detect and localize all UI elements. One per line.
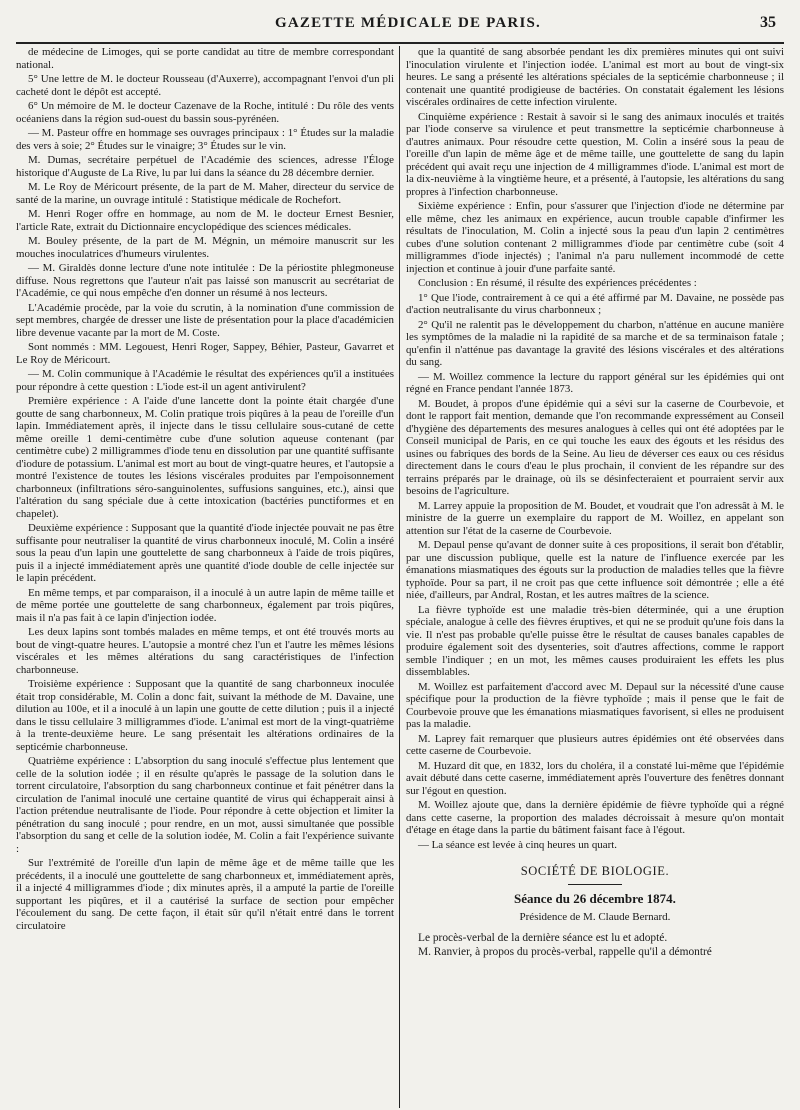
paragraph: Sur l'extrémité de l'oreille d'un lapin de même âge et de même taille que les précédents, il a inoculé une gouttelette de sang charbonneux et, immédiatement après, il a injecté 4 milligrammes d'iode ; dix minutes après, il a amputé la partie de l'oreille supportant les piqûres, et il a cautérisé la surface de section pour empêcher l'écoulement du sang. De cette façon, il était sûr qu'il n'était entré dans le torrent circulatoire [16, 857, 394, 932]
paragraph: Conclusion : En résumé, il résulte des expériences précédentes : [417, 277, 697, 289]
left-column [16, 46, 399, 1108]
paragraph: M. Woillez est parfaitement d'accord avec M. Depaul sur la nécessité d'une cause spécifique pour la production de la fièvre typhoïde ; mais il pense que le fait de Courbevoie prouve que les émanations miasmatiques favorisent, si elles ne produisent pas la maladie. [405, 680, 784, 730]
journal-title: GAZETTE MÉDICALE DE PARIS. [275, 15, 541, 31]
paragraph: Sixième expérience : Enfin, pour s'assurer que l'injection d'iode ne détermine par elle même, chez les animaux en expérience, aucun trouble capable d'infirmer les résultats de l'inoculation, M. Colin a injecté sous la peau d'un lapin 2 centimètres cubes d'une solution contenant 2 milligrammes d'iode par centimètre cube (soit 4 milligrammes d'iode injectés) ; l'animal n'a paru nullement incommodé de cette injection et continue à jouir d'une parfaite santé. [405, 200, 784, 275]
paragraph: Deuxième expérience : Supposant que la quantité d'iode injectée pouvait ne pas être suffisante pour neutraliser la quantité de virus charbonneux inoculé, M. Colin a inséré sous la peau d'un lapin une gouttelette de sang charbonneux à l'aide de trois piqûres, puis il a injecté immédiatement après une quantité d'iode double de celle injectée sur le lapin précédent. [16, 522, 394, 584]
paragraph: M. Depaul pense qu'avant de donner suite à ces propositions, il serait bon d'établir, par une discussion publique, quelle est la nature de l'influence exercée par les émanations miasmatiques des égouts sur la production de maladies telles que la fièvre typhoïde. Pour sa part, il ne croit pas que cette influence soit démontrée ; elle a été niée, d'ailleurs, par Andral, Rostan, et les autres maîtres de la science. [405, 539, 784, 601]
paragraph: M. Laprey fait remarquer que plusieurs autres épidémies ont été observées dans cette caserne de Courbevoie. [405, 732, 784, 757]
session-date: Séance du 26 décembre 1874. [514, 890, 676, 906]
paragraph: 2° Qu'il ne ralentit pas le développement du charbon, n'atténue en aucune manière les symptômes de la maladie ni la rapidité de sa marche et de sa terminaison fatale ; qu'enfin il n'atténue pas davantage la gravité des lésions viscérales et des altérations du sang. [405, 318, 784, 368]
paragraph: M. Henri Roger offre en hommage, au nom de M. le docteur Ernest Besnier, l'article Rate, extrait du Dictionnaire encyclopédique des sciences médicales. [16, 208, 394, 233]
paragraph: 5° Une lettre de M. le docteur Rousseau (d'Auxerre), accompagnant l'envoi d'un pli cacheté dont le dépôt est accepté. [16, 73, 394, 98]
paragraph: L'Académie procède, par la voie du scrutin, à la nomination d'une commission de sept membres, chargée de dresser une liste de présentation pour la place d'académicien libre devenue vacante par la mort de M. Coste. [16, 301, 394, 339]
section-title: SOCIÉTÉ DE BIOLOGIE. [406, 865, 784, 885]
paragraph: que la quantité de sang absorbée pendant les dix premières minutes qui ont suivi l'inoculation virulente et l'injection iodée. L'animal est mort au bout de vingt-six heures. Le sang a présenté les altérations spéciales de la septicémie charbonneuse ; il contenait une quantité prodigieuse de bactéries. On constatait également les lésions viscérales ordinaires de cette infection virulente. [405, 46, 784, 108]
paragraph: Première expérience : A l'aide d'une lancette dont la pointe était chargée d'une goutte de sang charbonneux, M. Colin pratique trois piqûres à la peau de l'oreille d'un lapin. Immédiatement après, il injecte dans le tissu cellulaire sous-cutané de cette même oreille 1 demi-centimètre cube d'une solution aqueuse contenant (par centimètre cube) 2 milligrammes d'iode tenu en dissolution par une quantité suffisante d'iodure de potassium. L'animal est mort au bout de vingt-quatre heures, et l'autopsie a montré l'existence de toutes les lésions viscérales produites par l'empoisonnement charbonneux (infiltrations séro-sanguinolentes, suffusions sanguines, etc.), ainsi que l'altération du sang spéciale due à cette intoxication (bactéries punctiformes et en chapelet). [16, 395, 394, 520]
paragraph: — M. Pasteur offre en hommage ses ouvrages principaux : 1° Études sur la maladie des vers à soie; 2° Études sur le vinaigre; 3° Études sur le vin. [16, 127, 394, 152]
paragraph: Sont nommés : MM. Legouest, Henri Roger, Sappey, Béhier, Pasteur, Gavarret et Le Roy de Méricourt. [16, 341, 394, 366]
paragraph: En même temps, et par comparaison, il a inoculé à un autre lapin de même taille et de même portée une gouttelette de sang charbonneux, également par trois piqûres, mais il n'a pas fait à ce lapin d'injection iodée. [16, 586, 394, 624]
paragraph: La fièvre typhoïde est une maladie très-bien déterminée, qui a une éruption spéciale, analogue à celle des fièvres éruptives, et qui ne se produit qu'une fois dans la vie. Il n'est pas probable qu'elle puisse être le résultat de causes banales capables de produire également soit des dysenteries, soit d'autres affections, comme le rapport semble l'indiquer ; en un mot, les mêmes causes produiraient les effets les plus dissemblables. [405, 603, 784, 678]
paragraph: de médecine de Limoges, qui se porte candidat au titre de membre correspondant national. [16, 46, 394, 71]
paragraph: Cinquième expérience : Restait à savoir si le sang des animaux inoculés et traités par l'iode conserve sa virulence et peut transmettre la septicémie charbonneuse à d'autres animaux. Pour résoudre cette question, M. Colin a inséré sous la peau de l'oreille d'un lapin de même âge et de même taille, une gouttelette de sang du lapin précédent qui avait reçu une injection de 4 milligrammes d'iode. L'animal est mort de la dix-neuvième à la vingtième heure, et a présenté, à l'autopsie, les altérations du sang propres à l'infection charbonneuse. [405, 110, 784, 198]
paragraph: M. Le Roy de Méricourt présente, de la part de M. Maher, directeur du service de santé de la marine, un ouvrage intitulé : Statistique médicale de Rochefort. [16, 181, 394, 206]
paragraph: Quatrième expérience : L'absorption du sang inoculé s'effectue plus lentement que celle de la solution iodée ; il en résulte qu'après le passage de la solution dans le torrent circulatoire, l'absorption du sang charbonneux continue et fait pénétrer dans la circulation de l'animal inoculé une certaine quantité de virus qui échapperait ainsi à l'action prétendue neutralisante de l'iode. Pour répondre à cette objection et limiter la pénétration du sang inoculé ; pour rendre, en un mot, aussi simultanée que possible l'absorption du sang et celle de la solution iodée, M. Colin a fait l'expérience suivante : [16, 755, 394, 855]
paragraph: M. Ranvier, à propos du procès-verbal, rappelle qu'il a démontré [417, 946, 712, 958]
paragraph: M. Larrey appuie la proposition de M. Boudet, et voudrait que l'on adressât à M. le ministre de la guerre un exemplaire du rapport de M. Woillez, en appelant son attention sur l'état de la caserne de Courbevoie. [405, 499, 784, 537]
paragraph: — La séance est levée à cinq heures un quart. [417, 838, 617, 851]
paragraph: Les deux lapins sont tombés malades en même temps, et ont été trouvés morts au bout de vingt-quatre heures. L'autopsie a montré chez l'un et l'autre les mêmes lésions viscérales et les mêmes altérations du sang caractéristiques de l'infection charbonneuse. [16, 626, 394, 676]
paragraph: M. Huzard dit que, en 1832, lors du choléra, il a constaté lui-même que l'épidémie avait débuté dans cette caserne, immédiatement après l'ouverture des fenêtres donnant sur l'égout en question. [405, 759, 784, 797]
paragraph: Le procès-verbal de la dernière séance est lu et adopté. [417, 931, 668, 944]
paragraph: — M. Woillez commence la lecture du rapport général sur les épidémies qui ont régné en France pendant l'année 1873. [405, 370, 784, 395]
paragraph: 6° Un mémoire de M. le docteur Cazenave de la Roche, intitulé : Du rôle des vents océaniens dans la région sud-ouest du bassin sous-pyrénéen. [16, 100, 394, 125]
paragraph: M. Boudet, à propos d'une épidémie qui a sévi sur la caserne de Courbevoie, et dont le rapport fait mention, demande que l'on recommande expressément au Conseil d'hygiène des départements des mesures analogues à celles qui ont été adoptées par le Conseil municipal de Paris, en ce qui touche les eaux des égouts et les résidus des usines ou fabriques des bords de la Seine. Au lieu de déverser ces eaux ou ces résidus directement dans le cours d'eau le plus prochain, il convient de les répandre sur des terrains préparés par le drainage, où ils se désinfecteraient et pourraient servir aux besoins de l'agriculture. [405, 397, 784, 497]
page-number: 35 [760, 14, 776, 31]
society-section [406, 865, 784, 959]
paragraph: M. Bouley présente, de la part de M. Mégnin, un mémoire manuscrit sur les mouches inoculatrices d'humeurs virulentes. [16, 235, 394, 260]
paragraph: M. Dumas, secrétaire perpétuel de l'Académie des sciences, adresse l'Éloge historique d'Auguste de La Rive, lu par lui dans la séance du 28 décembre dernier. [16, 154, 394, 179]
paragraph: M. Woillez ajoute que, dans la dernière épidémie de fièvre typhoïde qui a régné dans cette caserne, la proportion des malades décroissait à mesure qu'on montait d'étage en étage dans la partie du bâtiment faisant face à l'égout. [405, 799, 784, 836]
presidency: Présidence de M. Claude Bernard. [519, 911, 671, 923]
paragraph: — M. Giraldès donne lecture d'une note intitulée : De la périostite phlegmoneuse diffuse. Nous regrettons que l'auteur n'ait pas laissé son manuscrit au secrétariat de l'Académie, ce qui nous empêche d'en donner un résumé à nos lecteurs. [16, 262, 394, 299]
paragraph: Troisième expérience : Supposant que la quantité de sang charbonneux inoculée était trop considérable, M. Colin a donc fait, suivant la méthode de M. Davaine, une dilution au 100e, et il a inoculé à un lapin une goutte de cette dilution ; puis il a injecté dans le tissu cellulaire 3 milligrammes d'iode. L'animal est mort de la vingt-quatrième à la trente-deuxième heure. Le sang présentait les altérations ordinaires de la septicémie charbonneuse. [16, 678, 394, 753]
paragraph: 1° Que l'iode, contrairement à ce qui a été affirmé par M. Davaine, ne possède pas d'action neutralisante du virus charbonneux ; [405, 291, 784, 316]
paragraph: — M. Colin communique à l'Académie le résultat des expériences qu'il a instituées pour répondre à cette question : L'iode est-il un agent antivirulent? [16, 368, 394, 393]
running-header [16, 14, 784, 44]
text-columns [16, 46, 784, 1108]
right-column [400, 46, 784, 1108]
